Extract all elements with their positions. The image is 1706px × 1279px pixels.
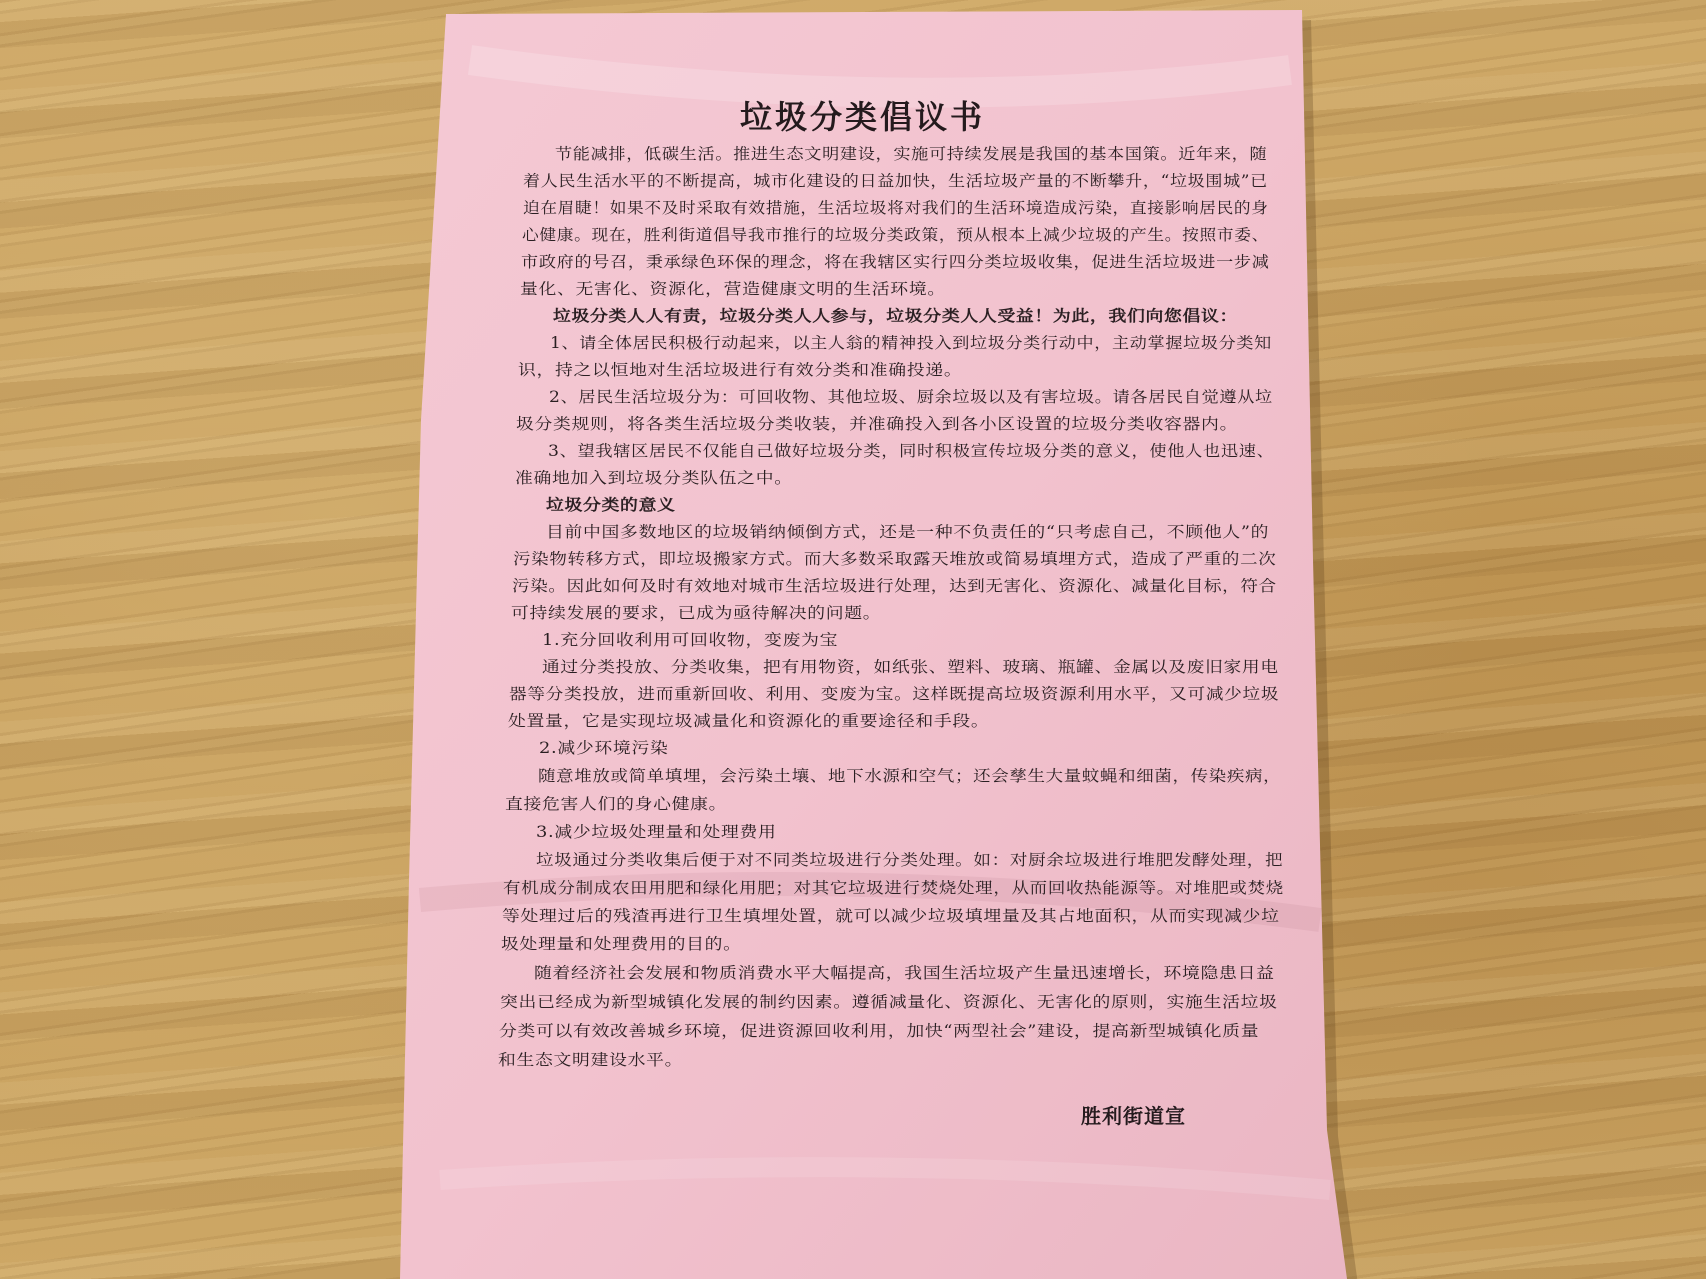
meaning-heading: 垃圾分类的意义 — [546, 496, 676, 514]
intro-line: 心健康。现在，胜利街道倡导我市推行的垃圾分类政策，预从根本上减少垃圾的产生。按照市委、 — [522, 226, 1270, 244]
point1-heading: 1.充分回收利用可回收物，变废为宝 — [542, 631, 839, 649]
proposal-line: 1、请全体居民积极行动起来，以主人翁的精神投入到垃圾分类行动中，主动掌握垃圾分类知 — [550, 334, 1272, 352]
point2-heading: 2.减少环境污染 — [539, 739, 669, 757]
closing-line: 随着经济社会发展和物质消费水平大幅提高，我国生活垃圾产生量迅速增长，环境隐患日益 — [534, 964, 1275, 982]
point2-line: 直接危害人们的身心健康。 — [505, 795, 728, 813]
proposal-line: 3、望我辖区居民不仅能自己做好垃圾分类，同时积极宣传垃圾分类的意义，使他人也迅速、 — [548, 442, 1275, 460]
proposal-line: 2、居民生活垃圾分为：可回收物、其他垃圾、厨余垃圾以及有害垃圾。请各居民自觉遵从垃 — [549, 388, 1273, 406]
proposal-line: 识，持之以恒地对生活垃圾进行有效分类和准确投递。 — [518, 361, 963, 379]
meaning-line: 目前中国多数地区的垃圾销纳倾倒方式，还是一种不负责任的“只考虑自己，不顾他人”的 — [546, 523, 1270, 541]
intro-line: 迫在眉睫！如果不及时采取有效措施，生活垃圾将对我们的生活环境造成污染，直接影响居民的身 — [523, 199, 1269, 217]
point1-line: 通过分类投放、分类收集，把有用物资，如纸张、塑料、玻璃、瓶罐、金属以及废旧家用电 — [542, 658, 1279, 676]
intro-line: 市政府的号召，秉承绿色环保的理念，将在我辖区实行四分类垃圾收集，促进生活垃圾进一步减 — [521, 253, 1270, 271]
point3-line: 垃圾通过分类收集后便于对不同类垃圾进行分类处理。如：对厨余垃圾进行堆肥发酵处理，把 — [536, 851, 1284, 869]
document-title: 垃圾分类倡议书 — [740, 98, 986, 136]
meaning-line: 可持续发展的要求，已成为亟待解决的问题。 — [511, 604, 882, 622]
point3-line: 圾处理量和处理费用的目的。 — [501, 935, 742, 953]
proposal-line: 圾分类规则，将各类生活垃圾分类收装，并准确投入到各小区设置的垃圾分类收容器内。 — [516, 415, 1239, 433]
slogan-line: 垃圾分类人人有责，垃圾分类人人参与，垃圾分类人人受益！为此，我们向您倡议： — [553, 307, 1239, 325]
meaning-line: 污染物转移方式，即垃圾搬家方式。而大多数采取露天堆放或简易填埋方式，造成了严重的二次 — [513, 550, 1277, 568]
intro-line: 着人民生活水平的不断提高，城市化建设的日益加快，生活垃圾产量的不断攀升，“垃圾围城”已 — [523, 172, 1268, 190]
signature: 胜利街道宣 — [1081, 1104, 1186, 1128]
point3-heading: 3.减少垃圾处理量和处理费用 — [536, 823, 777, 841]
proposal-line: 准确地加入到垃圾分类队伍之中。 — [515, 469, 793, 487]
meaning-line: 污染。因此如何及时有效地对城市生活垃圾进行处理，达到无害化、资源化、减量化目标，符合 — [512, 577, 1277, 595]
closing-line: 分类可以有效改善城乡环境，促进资源回收利用，加快“两型社会”建设，提高新型城镇化质量 — [499, 1022, 1260, 1040]
point3-line: 有机成分制成农田用肥和绿化用肥；对其它垃圾进行焚烧处理，从而回收热能源等。对堆肥或焚烧 — [503, 879, 1284, 897]
point1-line: 处置量，它是实现垃圾减量化和资源化的重要途径和手段。 — [508, 712, 990, 730]
point2-line: 随意堆放或简单填埋，会污染土壤、地下水源和空气；还会孳生大量蚊蝇和细菌，传染疾病， — [538, 767, 1282, 785]
closing-line: 和生态文明建设水平。 — [498, 1051, 684, 1069]
intro-line: 节能减排，低碳生活。推进生态文明建设，实施可持续发展是我国的基本国策。近年来，随 — [555, 145, 1268, 163]
point3-line: 等处理过后的残渣再进行卫生填埋处置，就可以减少垃圾填埋量及其占地面积，从而实现减少垃 — [502, 907, 1280, 925]
closing-line: 突出已经成为新型城镇化发展的制约因素。遵循减量化、资源化、无害化的原则，实施生活垃圾 — [500, 993, 1278, 1011]
intro-line: 量化、无害化、资源化，营造健康文明的生活环境。 — [520, 280, 946, 298]
point1-line: 器等分类投放，进而重新回收、利用、变废为宝。这样既提高垃圾资源利用水平，又可减少垃圾 — [509, 685, 1280, 703]
